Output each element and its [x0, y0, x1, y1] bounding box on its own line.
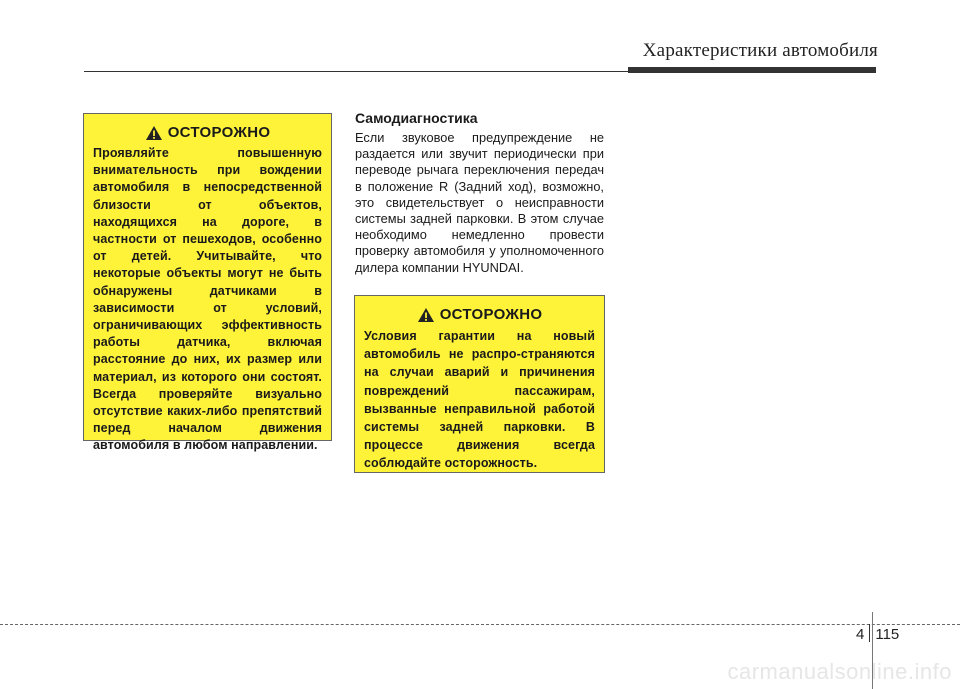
warning-triangle-icon: [417, 307, 435, 323]
warning-box-sensors: [83, 113, 332, 453]
warning-text: Проявляйте повышенную внимательность при вождении автомобиля в непосредственной близости от объектов, находящихся на дороге, в частности от пешеходов, особенно от детей. Учитывайте, что некоторые объекты могут не быть обнаружены датчиками в зависимости от условий, ограничивающих эффективность работы датчика, включая расстояние до них, их размер или материал, из которого они состоят. Всегда проверяйте визуально отсутствие каких-либо препятствий перед началом движения автомобиля в любом направлении.: [93, 146, 322, 453]
chapter-number: 4: [856, 626, 865, 643]
watermark: carmanualsonline.info: [727, 659, 952, 684]
warning-box-warranty: [354, 295, 605, 473]
warning-header: [93, 124, 322, 141]
page-header-title: Характеристики автомобиля: [642, 40, 878, 61]
section-body: Если звуковое предупреждение не раздается или звучит периодически при переводе рычага переключения передач в положение R (Задний ход), возможно, это свидетельствует о неисправности системы задней парковки. В этом случае необходимо немедленно провести проверку автомобиля у уполномоченного дилера компании HYUNDAI.: [355, 130, 604, 275]
header-rule: [84, 71, 630, 72]
warning-text: Условия гарантии на новый автомобиль не распро-страняются на случаи аварий и причинения повреждений пассажирам, вызванные неправильной работой системы задней парковки. В процессе движения всегда соблюдайте осторожность.: [364, 329, 595, 471]
warning-title: ОСТОРОЖНО: [439, 306, 543, 323]
page-number: [856, 624, 899, 643]
footer-divider: [0, 624, 960, 625]
section-title: Самодиагностика: [355, 110, 478, 126]
header-rule-accent: [628, 67, 876, 73]
page-number-separator: [869, 624, 870, 642]
page-number-value: 115: [875, 626, 900, 643]
warning-header: [364, 306, 595, 323]
warning-triangle-icon: [145, 125, 163, 141]
warning-title: ОСТОРОЖНО: [167, 124, 271, 141]
